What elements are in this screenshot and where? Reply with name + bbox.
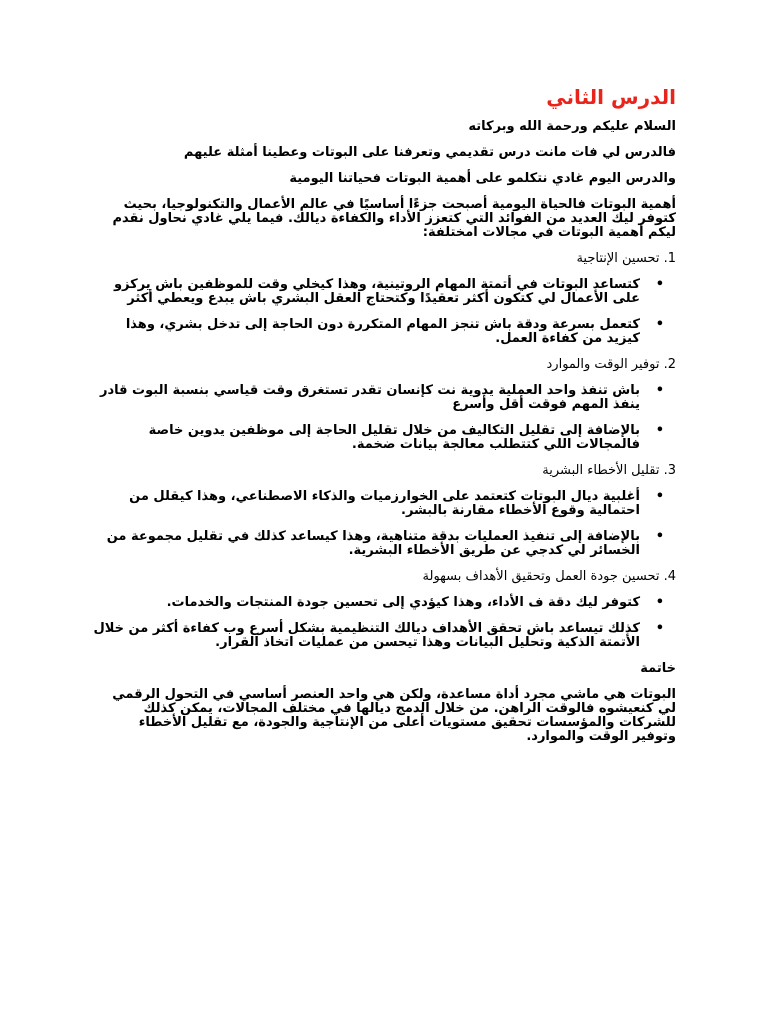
bullet-list (92, 596, 676, 650)
section-heading: 2. توفير الوقت والموارد (546, 357, 676, 372)
bullet-item (92, 423, 664, 452)
bullet-icon: • (655, 621, 664, 636)
page-title: الدرس الثاني (546, 85, 676, 109)
bullet-icon: • (655, 489, 664, 504)
bullet-icon: • (655, 383, 664, 398)
closing-heading: خاتمة (640, 661, 676, 676)
bullet-icon: • (655, 277, 664, 292)
bullet-item (92, 595, 664, 610)
today-paragraph: والدرس اليوم غادي نتكلمو على أهمية البوتات فحياتنا اليومية (289, 171, 676, 186)
bullet-list (92, 490, 676, 558)
bullet-icon: • (655, 423, 664, 438)
bullet-item (92, 489, 664, 518)
bullet-item (92, 277, 664, 306)
bullet-item (92, 317, 664, 346)
bullet-text: باش تنفذ واحد العملية يدوية نت كإنسان تقدر تستغرق وقت قياسي بنسبة البوت قادر ينفذ المهم فوقت أقل وأسرع (99, 383, 640, 412)
bullet-item (92, 383, 664, 412)
bullet-text: أغلبية ديال البوتات كتعتمد على الخوارزميات والذكاء الاصطناعي، وهذا كيقلل من احتمالية وقوع الأخطاء مقارنة بالبشر. (129, 489, 640, 518)
bullet-icon: • (655, 317, 664, 332)
closing-paragraph: البوتات هي ماشي مجرد أداة مساعدة، ولكن هي واحد العنصر أساسي في التحول الرقمي لي كنعيشوه فالوقت الراهن. من خلال الدمج ديالها في مختلف المجالات، يمكن كذلك للشركات والمؤسسات تحقيق مستويات أعلى من الإنتاجية والجودة، مع تقليل الأخطاء وتوفير الوقت والموارد. (112, 687, 676, 744)
bullet-icon: • (655, 595, 664, 610)
bullet-item (92, 529, 664, 558)
bullet-text: بالإضافة إلى تنفيذ العمليات بدقة متناهية، وهذا كيساعد كذلك في تقليل مجموعة من الخسائر لي كدجي عن طريق الأخطاء البشرية. (106, 529, 640, 558)
bullet-icon: • (655, 529, 664, 544)
bullet-text: كذلك تيساعد باش تحقق الأهداف ديالك التنظيمية بشكل أسرع وب كفاءة أكثر من خلال الأتمتة الذكية وتحليل البيانات وهذا تيحسن من عمليات اتخاذ القرار. (93, 621, 640, 650)
bullet-list (92, 278, 676, 346)
bullet-text: بالإضافة إلى تقليل التكاليف من خلال تقليل الحاجة إلى موظفين يدوين خاصة فالمجالات اللي كتتطلب معالجة بيانات ضخمة. (148, 423, 640, 452)
intro-paragraph: أهمية البوتات فالحياة اليومية أصبحت جزءًا أساسيًا في عالم الأعمال والتكنولوجيا، بحيث كتوفر ليك العديد من الفوائد التي كتعزز الأداء والكفاءة ديالك. فيما يلي غادي نحاول نقدم ليكم أهمية البوتات في مجالات امختلفة: (112, 197, 676, 240)
section-heading: 4. تحسين جودة العمل وتحقيق الأهداف بسهولة (422, 569, 676, 584)
recap-paragraph: فالدرس لي فات مانت درس تقديمي وتعرفنا على البوتات وعطينا أمثلة عليهم (183, 145, 676, 160)
section-heading: 1. تحسين الإنتاجية (576, 251, 676, 266)
bullet-text: كتعمل بسرعة ودقة باش تنجز المهام المتكررة دون الحاجة إلى تدخل بشري، وهذا كيزيد من كفاءة العمل. (125, 317, 640, 346)
bullet-text: كتساعد البوتات في أتمتة المهام الروتينية، وهذا كيخلي وقت للموظفين باش يركزو على الأعمال لي كتكون أكثر تعقيدًا وكتحتاج العقل البشري باش يبدع ويعطي أكثر (113, 277, 640, 306)
section-heading: 3. تقليل الأخطاء البشرية (542, 463, 676, 478)
bullet-text: كتوفر ليك دقة ف الأداء، وهذا كيؤدي إلى تحسين جودة المنتجات والخدمات. (166, 595, 640, 610)
bullet-item (92, 621, 664, 650)
greeting-paragraph: السلام عليكم ورحمة الله وبركاته (468, 119, 676, 134)
bullet-list (92, 384, 676, 452)
